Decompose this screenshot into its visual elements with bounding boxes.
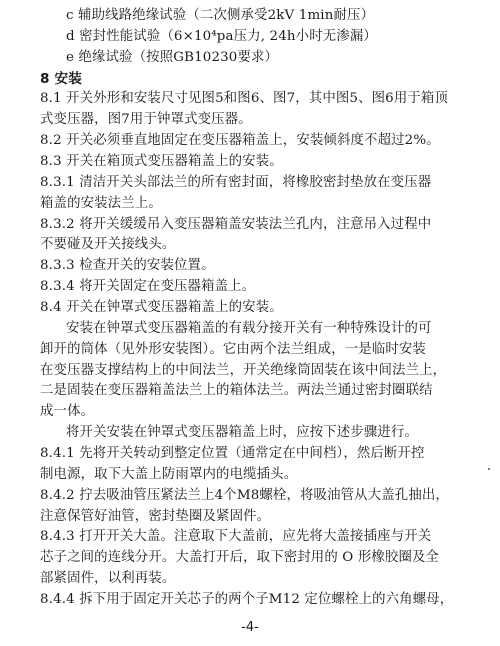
paragraph-bell-line-1: 安装在钟罩式变压器箱盖的有载分接开关有一种特殊设计的可 [66, 321, 432, 336]
section-heading-installation: 8 安装 [40, 71, 82, 87]
paragraph-8-3: 8.3 开关在箱顶式变压器箱盖上的安装。 [40, 154, 283, 169]
paragraph-8-4-1-line-2: 制电源，取下大盖上防雨罩内的电缆插头。 [40, 467, 298, 482]
paragraph-8-3-1-line-2: 箱盖的安装法兰上。 [40, 196, 162, 211]
paragraph-8-2: 8.2 开关必须垂直地固定在变压器箱盖上，安装倾斜度不超过2%。 [40, 133, 440, 148]
paragraph-8-1-line-1: 8.1 开关外形和安装尺寸见图5和图6、图7，其中图5、图6用于箱顶 [40, 91, 449, 106]
test-item-e: e 绝缘试验（按照GB10230要求） [66, 50, 279, 65]
test-item-c: c 辅助线路绝缘试验（二次侧承受2kV 1min耐压） [66, 8, 375, 23]
paragraph-steps-intro: 将开关安装在钟罩式变压器箱盖上时，应按下述步骤进行。 [66, 425, 419, 440]
paragraph-8-4-4-line-1: 8.4.4 拆下用于固定开关芯子的两个子M12 定位螺栓上的六角螺母， [40, 592, 454, 607]
paragraph-8-3-4: 8.3.4 将开关固定在变压器箱盖上。 [40, 279, 256, 294]
paragraph-8-4-3-line-1: 8.4.3 打开开关大盖。注意取下大盖前，应先将大盖接插座与开关 [40, 529, 432, 544]
paragraph-bell-line-5: 成一体。 [40, 404, 95, 419]
paragraph-8-4-3-line-2: 芯子之间的连线分开。大盖打开后，取下密封用的 O 形橡胶圈及全 [40, 550, 440, 565]
paragraph-8-4-2-line-1: 8.4.2 拧去吸油管压紧法兰上4个M8螺栓，将吸油管从大盖孔抽出， [40, 488, 449, 503]
paragraph-8-4-3-line-3: 部紧固件，以利再装。 [40, 571, 176, 586]
paragraph-8-3-2-line-1: 8.3.2 将开关缓缓吊入变压器箱盖安装法兰孔内，注意吊入过程中 [40, 217, 432, 232]
paragraph-8-3-3: 8.3.3 检查开关的安装位置。 [40, 258, 215, 273]
paragraph-8-3-1-line-1: 8.3.1 清洁开关头部法兰的所有密封面，将橡胶密封垫放在变压器 [40, 175, 432, 190]
paragraph-8-3-2-line-2: 不要碰及开关接线头。 [40, 237, 176, 252]
page-number: -4- [241, 620, 259, 635]
paragraph-bell-line-4: 二是固装在变压器箱盖法兰上的箱体法兰。两法兰通过密封圈联结 [40, 383, 433, 398]
paragraph-8-1-line-2: 式变压器，图7用于钟罩式变压器。 [40, 112, 252, 127]
paragraph-bell-line-2: 卸开的筒体（见外形安装图）。它由两个法兰组成，一是临时安装 [40, 342, 426, 357]
scan-speck [488, 468, 490, 470]
test-item-d: d 密封性能试验（6×10⁴pa压力, 24h小时无渗漏） [66, 29, 377, 44]
paragraph-8-4-2-line-2: 注意保管好油管，密封垫圈及紧固件。 [40, 509, 271, 524]
paragraph-8-4: 8.4 开关在钟罩式变压器箱盖上的安装。 [40, 300, 283, 315]
paragraph-8-4-1-line-1: 8.4.1 先将开关转动到整定位置（通常定在中间档），然后断开控 [40, 446, 425, 461]
paragraph-bell-line-3: 在变压器支撑结构上的中间法兰，开关绝缘筒固装在该中间法兰上， [40, 363, 447, 378]
